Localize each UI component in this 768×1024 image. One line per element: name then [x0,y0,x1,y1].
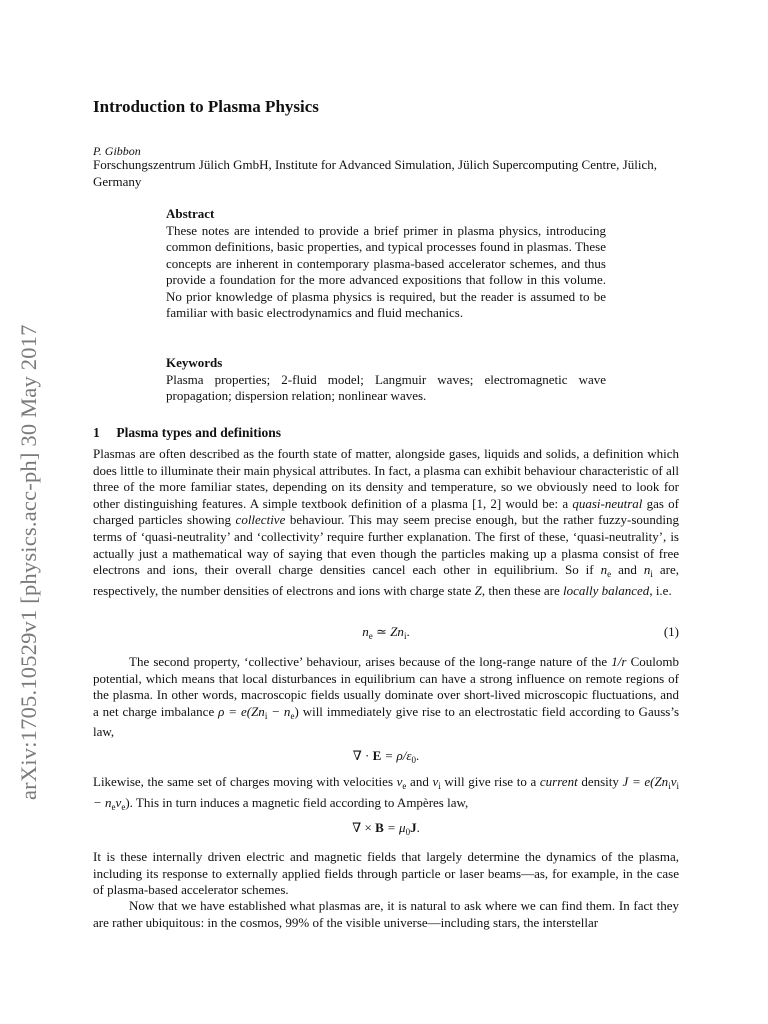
paragraph-4: It is these internally driven electric and magnetic fields that largely determine the dynamics of the plasma, including its response to externally applied fields through particle or laser beams—as, for example, in the case of plasma-based accelerator schemes. [93,849,679,898]
equation-ampere: ∇ × $B = \mu_0J$. [352,820,420,837]
section-title: Plasma types and definitions [116,425,282,440]
section-heading [93,425,281,441]
keywords-heading: Keywords [166,355,223,370]
author-name: P. Gibbon [93,144,141,158]
abstract-block [166,206,606,322]
paragraph-3: Likewise, the same set of charges moving with velocities $v_e$ and $v_i$ will give rise to a current density $J = e(Zn_iv_i - n_ev_e)$. This in turn induces a magnetic field according to Ampères law, [93,774,679,812]
author-affiliation: Forschungszentrum Jülich GmbH, Institute for Advanced Simulation, Jülich Supercomputing Centre, Jülich, Germany [93,157,657,189]
abstract-text: These notes are intended to provide a brief primer in plasma physics, introducing common definitions, basic properties, and typical processes found in plasmas. These concepts are inherent in contemporary plasma-based accelerator schemes, and thus provide a foundation for the more advanced expositions that follow in this volume. No prior knowledge of plasma physics is required, but the reader is assumed to be familiar with basic electrodynamics and fluid mechanics. [166,222,606,320]
paragraph-2: The second property, ‘collective’ behaviour, arises because of the long-range nature of the 1/r Coulomb potential, which means that local disturbances in equilibrium can have a strong influence on remote regions of the plasma. In other words, macroscopic fields usually dominate over short-lived microscopic fluctuations, and a net charge imbalance $\rho = e(Zn_i - n_e)$ will immediately give rise to an electrostatic field according to Gauss’s law, [93,654,679,740]
paragraph-5: Now that we have established what plasmas are, it is natural to ask where we can find them. In fact they are rather ubiquitous: in the cosmos, 99% of the visible universe—including stars, the interstellar [93,898,679,930]
paragraph-1: Plasmas are often described as the fourth state of matter, alongside gases, liquids and solids, a definition which does little to illuminate their main physical attributes. In fact, a plasma can exhibit behaviour characteristic of all three of the more familiar states, depending on its density and temperature, so we obviously need to look for other distinguishing features. A simple textbook definition of a plasma [1, 2] would be: a quasi-neutral gas of charged particles showing collective behaviour. This may seem precise enough, but the rather fuzzy-sounding terms of ‘quasi-neutrality’ and ‘collectivity’ require further explanation. The first of these, ‘quasi-neutrality’, is actually just a mathematical way of saying that even though the particles making up a plasma consist of free electrons and ions, their overall charge densities cancel each other in equilibrium. So if $n_e$ and $n_i$ are, respectively, the number densities of electrons and ions with charge state Z, then these are locally balanced, i.e. [93,446,679,598]
keywords-text: Plasma properties; 2-fluid model; Langmuir waves; electromagnetic wave propagation; dispersion relation; nonlinear waves. [166,371,606,403]
abstract-heading: Abstract [166,206,215,221]
equation-number: (1) [663,624,679,639]
equation-1: $n_e$ ≃ $Zn_i$. (1) [362,624,679,641]
section-number: 1 [93,425,100,440]
equation-gauss: ∇ · $E = \rho/\varepsilon_0$. [352,748,420,765]
arxiv-sidebar-stamp: arXiv:1705.10529v1 [physics.acc-ph] 30 May 2017 [16,324,41,800]
keywords-block [166,355,606,405]
paper-title: Introduction to Plasma Physics [93,97,319,116]
